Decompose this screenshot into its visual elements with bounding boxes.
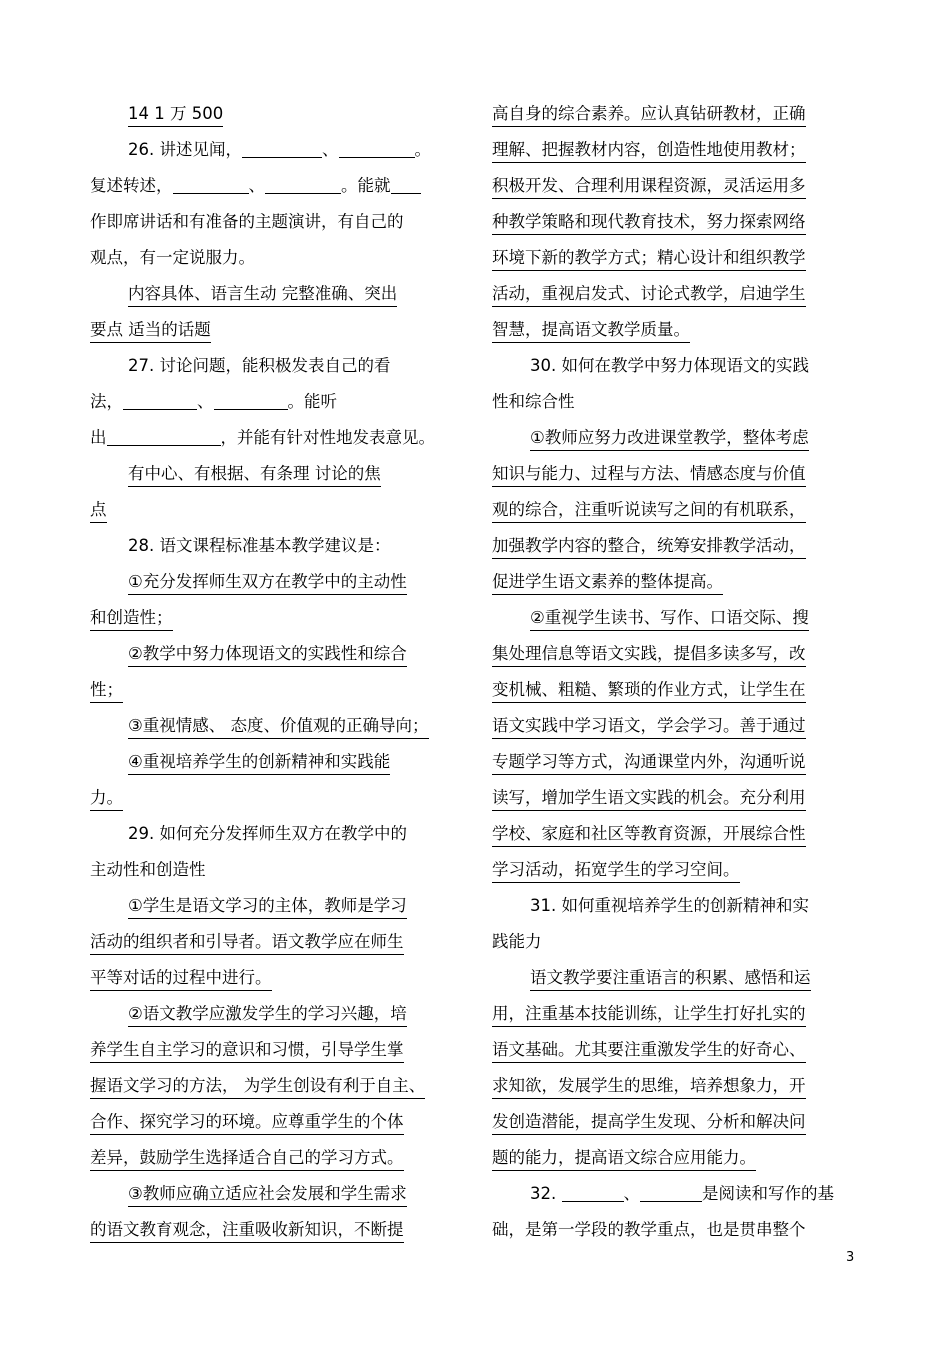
answer-text: 集处理信息等语文实践，提倡多读多写，改 [492,642,806,667]
line-text: 32. [530,1184,562,1203]
left-column [90,98,455,1250]
answer-text: 语文基础。尤其要注重激发学生的好奇心、 [492,1038,806,1063]
line-text: 出 [90,428,107,447]
text-line [492,1142,857,1178]
text-line [90,350,455,386]
text-line [90,602,455,638]
line-text: 、 [197,392,214,411]
text-line [492,890,857,926]
answer-text: 加强教学内容的整合，统筹安排教学活动， [492,534,806,559]
answer-blank [265,173,341,194]
right-column [492,98,857,1250]
answer-text: 语文实践中学习语文，学会学习。善于通过 [492,714,806,739]
answer-blank [391,173,421,194]
text-line [492,206,857,242]
text-line [492,818,857,854]
text-line [492,386,857,422]
line-text: 是阅读和写作的基 [702,1184,834,1203]
text-line [492,638,857,674]
text-line [492,998,857,1034]
answer-text: 性； [90,678,123,703]
answer-text: 积极开发、合理利用课程资源，灵活运用多 [492,174,806,199]
text-line [492,314,857,350]
text-line [492,674,857,710]
line-text: 主动性和创造性 [90,860,206,879]
text-line [90,782,455,818]
text-line [492,782,857,818]
line-text: ，并能有针对性地发表意见。 [220,428,435,447]
answer-text: ②教学中努力体现语文的实践性和综合 [128,642,407,667]
text-line [90,134,455,170]
text-line [90,710,455,746]
answer-blank [339,137,415,158]
answer-text: 有中心、有根据、有条理 讨论的焦 [128,462,381,487]
line-text: 础，是第一学段的教学重点，也是贯串整个 [492,1220,806,1239]
answer-text: ①学生是语文学习的主体，教师是学习 [128,894,407,919]
text-line [492,1178,857,1214]
text-line [492,98,857,134]
text-line [492,278,857,314]
text-line [90,1142,455,1178]
text-line [90,206,455,242]
text-line [492,1106,857,1142]
text-line [90,674,455,710]
line-text: 28. 语文课程标准基本教学建议是： [128,536,391,555]
text-line [492,926,857,962]
answer-text: ①充分发挥师生双方在教学中的主动性 [128,570,407,595]
text-line [492,602,857,638]
line-text: 27. 讨论问题，能积极发表自己的看 [128,356,391,375]
text-line [492,242,857,278]
line-text: 观点，有一定说服力。 [90,248,255,267]
line-text: 复述转述， [90,176,173,195]
answer-text: 变机械、粗糙、繁琐的作业方式，让学生在 [492,678,806,703]
answer-text: 题的能力，提高语文综合应用能力。 [492,1146,756,1171]
text-line [90,422,455,458]
answer-text: ②重视学生读书、写作、口语交际、搜 [530,606,809,631]
answer-text: 平等对话的过程中进行。 [90,966,272,991]
line-text: 、 [623,1184,640,1203]
answer-text: 促进学生语文素养的整体提高。 [492,570,723,595]
answer-text: ①教师应努力改进课堂教学，整体考虑 [530,426,809,451]
answer-text: 合作、探究学习的环境。应尊重学生的个体 [90,1110,404,1135]
text-line [492,422,857,458]
text-line [492,530,857,566]
line-text: 。 [414,140,431,159]
answer-text: 学校、家庭和社区等教育资源，开展综合性 [492,822,806,847]
text-line [90,998,455,1034]
answer-text: ②语文教学应激发学生的学习兴趣，培 [128,1002,407,1027]
answer-text: 差异，鼓励学生选择适合自己的学习方式。 [90,1146,404,1171]
text-line [90,1214,455,1250]
answer-text: 和创造性； [90,606,173,631]
line-text: 性和综合性 [492,392,575,411]
answer-text: 智慧，提高语文教学质量。 [492,318,690,343]
text-line [90,386,455,422]
text-line [492,350,857,386]
line-text: 作即席讲话和有准备的主题演讲，有自己的 [90,212,404,231]
text-line [90,458,455,494]
text-line [492,134,857,170]
line-text: 法， [90,392,123,411]
answer-text: 活动的组织者和引导者。语文教学应在师生 [90,930,404,955]
text-line [492,962,857,998]
answer-text: 理解、把握教材内容，创造性地使用教材； [492,138,806,163]
line-text: 29. 如何充分发挥师生双方在教学中的 [128,824,407,843]
text-line [90,170,455,206]
text-line [90,1034,455,1070]
text-line [90,98,455,134]
text-line [90,854,455,890]
answer-text: ④重视培养学生的创新精神和实践能 [128,750,390,775]
answer-text: 养学生自主学习的意识和习惯，引导学生掌 [90,1038,404,1063]
answer-text: 14 1 万 500 [128,102,223,127]
text-line [90,962,455,998]
text-line [492,458,857,494]
text-line [90,746,455,782]
text-line [90,530,455,566]
text-line [90,890,455,926]
answer-text: 用，注重基本技能训练，让学生打好扎实的 [492,1002,806,1027]
answer-text: ③重视情感、 态度、价值观的正确导向； [128,714,429,739]
line-text: 、 [322,140,339,159]
text-line [492,566,857,602]
answer-text: 高自身的综合素养。应认真钻研教材，正确 [492,102,806,127]
answer-text: 点 [90,498,107,523]
text-line [90,314,455,350]
line-text: 、 [248,176,265,195]
answer-text: 知识与能力、过程与方法、情感态度与价值 [492,462,806,487]
answer-text: 力。 [90,786,123,811]
answer-blank [123,389,197,410]
answer-blank [640,1181,702,1202]
answer-blank [242,137,322,158]
answer-text: 握语文学习的方法， 为学生创设有利于自主、 [90,1074,425,1099]
text-line [492,1034,857,1070]
text-line [90,566,455,602]
answer-text: 观的综合，注重听说读写之间的有机联系， [492,498,806,523]
text-line [492,1214,857,1250]
answer-text: 专题学习等方式，沟通课堂内外，沟通听说 [492,750,806,775]
text-line [90,1070,455,1106]
text-line [492,1070,857,1106]
text-line [90,494,455,530]
answer-text: 内容具体、语言生动 完整准确、突出 [128,282,397,307]
answer-text: 的语文教育观念，注重吸收新知识，不断提 [90,1218,404,1243]
page-number: 3 [846,1250,855,1265]
text-line [492,494,857,530]
text-line [492,710,857,746]
text-line [492,170,857,206]
answer-text: 发创造潜能，提高学生发现、分析和解决问 [492,1110,806,1135]
text-line [492,854,857,890]
line-text: 26. 讲述见闻， [128,140,242,159]
answer-text: 读写，增加学生语文实践的机会。充分利用 [492,786,806,811]
text-line [90,1178,455,1214]
answer-text: 活动，重视启发式、讨论式教学，启迪学生 [492,282,806,307]
text-line [90,278,455,314]
answer-text: ③教师应确立适应社会发展和学生需求 [128,1182,407,1207]
line-text: 31. 如何重视培养学生的创新精神和实 [530,896,809,915]
text-line [90,926,455,962]
answer-text: 环境下新的教学方式；精心设计和组织教学 [492,246,806,271]
answer-text: 种教学策略和现代教育技术，努力探索网络 [492,210,806,235]
text-line [90,1106,455,1142]
line-text: 。能听 [287,392,337,411]
text-line [90,818,455,854]
answer-text: 学习活动，拓宽学生的学习空间。 [492,858,740,883]
line-text: 30. 如何在教学中努力体现语文的实践 [530,356,809,375]
answer-blank [214,389,288,410]
answer-text: 语文教学要注重语言的积累、感悟和运 [530,966,811,991]
answer-text: 求知欲，发展学生的思维，培养想象力，开 [492,1074,806,1099]
answer-blank [107,425,221,446]
text-line [90,242,455,278]
line-text: 践能力 [492,932,542,951]
answer-blank [173,173,249,194]
text-line [90,638,455,674]
text-line [492,746,857,782]
line-text: 。能就 [341,176,391,195]
answer-text: 要点 适当的话题 [90,318,211,343]
answer-blank [562,1181,624,1202]
